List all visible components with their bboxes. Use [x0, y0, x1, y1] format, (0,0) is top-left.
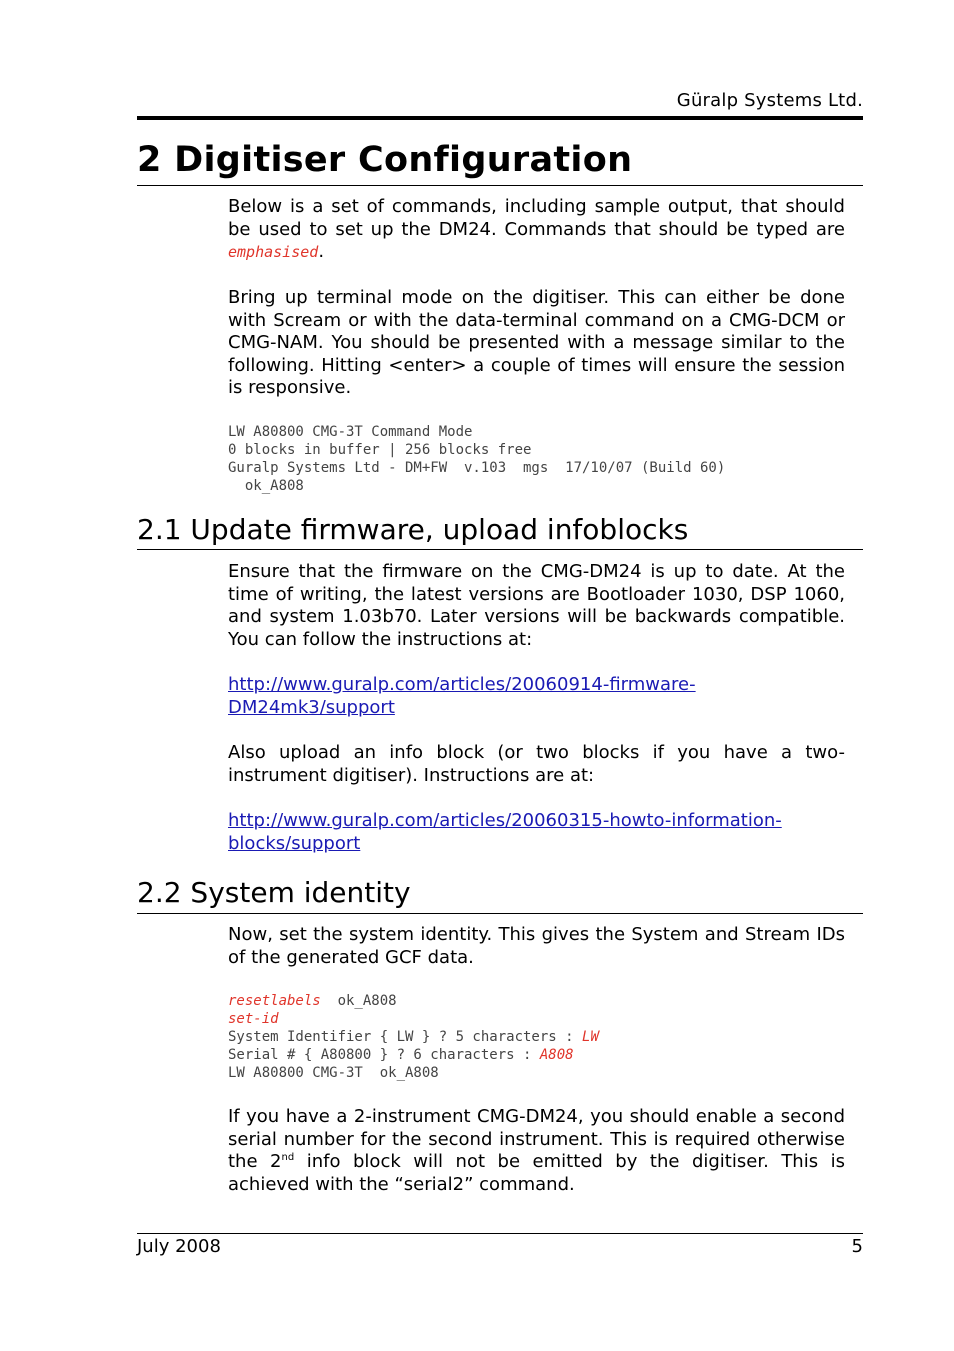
section-2-2-paragraph-2: [228, 1106, 845, 1196]
section-2-1-paragraph-1: [228, 561, 845, 651]
intro-p2-text: Bring up terminal mode on the digitiser. This can either be done with Scream or with the data-terminal command on a CMG-DCM or CMG-NAM. You should be presented with a message similar to the following. Hitting <enter> a couple of times will ensure the session is responsive.: [228, 287, 845, 399]
code-line: [228, 1046, 845, 1064]
intro-paragraph-2: [228, 287, 845, 400]
command-input: resetlabels: [228, 993, 321, 1009]
command-input: set-id: [228, 1011, 279, 1027]
chapter-title: 2 Digitiser Configuration: [137, 140, 633, 180]
section-2-1-rule: [137, 549, 863, 550]
intro-period: .: [318, 241, 325, 263]
code-line: LW A80800 CMG-3T Command Mode: [228, 424, 473, 440]
code-line: [228, 1010, 845, 1028]
firmware-link-line-2[interactable]: DM24mk3/support: [228, 696, 395, 718]
header-rule: [137, 116, 863, 120]
ordinal-suffix: nd: [281, 1152, 295, 1164]
intro-text: Below is a set of commands, including sample output, that should be used to set up the DM24. Commands that should be typed are: [228, 196, 845, 240]
command-output: ok_A808: [320, 993, 397, 1009]
section-2-1-paragraph-2: [228, 742, 845, 787]
firmware-link[interactable]: [228, 674, 845, 719]
command-output: System Identifier { LW } ? 5 characters :: [228, 1029, 583, 1045]
infoblock-link-line-2[interactable]: blocks/support: [228, 832, 361, 854]
footer-date: July 2008: [137, 1236, 221, 1257]
command-output: LW A80800 CMG-3T ok_A808: [228, 1065, 439, 1081]
serial2-text-b: info block will not be emitted by the digitiser. This is achieved with the “serial2” command.: [228, 1151, 845, 1195]
code-line: ok_A808: [228, 478, 304, 494]
section-2-2-rule: [137, 913, 863, 914]
command-input: A808: [539, 1047, 574, 1063]
firmware-link-line-1[interactable]: http://www.guralp.com/articles/20060914-firmware-: [228, 674, 696, 695]
code-line: Guralp Systems Ltd - DM+FW v.103 mgs 17/10/07 (Build 60): [228, 460, 726, 476]
code-line: [228, 992, 845, 1010]
chapter-rule: [137, 185, 863, 186]
section-2-1-title: 2.1 Update firmware, upload infoblocks: [137, 513, 689, 546]
running-header: Güralp Systems Ltd.: [676, 90, 863, 111]
code-line: [228, 1064, 845, 1082]
serial2-text-a: If you have a 2-instrument CMG-DM24, you should enable a second serial number for the second instrument. This is required otherwise the 2: [228, 1106, 845, 1173]
footer-rule: [137, 1233, 863, 1234]
command-input: LW: [582, 1029, 599, 1045]
identity-session: [228, 992, 845, 1082]
page-number: 5: [851, 1236, 863, 1257]
firmware-text: Ensure that the firmware on the CMG-DM24 is up to date. At the time of writing, the latest versions are Bootloader 1030, DSP 1060, and system 1.03b70. Later versions will be backwards compatible. You can follow the instructions at:: [228, 561, 845, 650]
infoblock-link-line-1[interactable]: http://www.guralp.com/articles/20060315-howto-information-: [228, 810, 782, 831]
code-line: 0 blocks in buffer | 256 blocks free: [228, 442, 532, 458]
infoblock-link[interactable]: [228, 810, 845, 855]
intro-paragraph-1: [228, 196, 845, 264]
identity-text: Now, set the system identity. This gives the System and Stream IDs of the generated GCF data.: [228, 924, 845, 968]
section-2-2-paragraph-1: [228, 924, 845, 969]
command-output: Serial # { A80800 } ? 6 characters :: [228, 1047, 540, 1063]
terminal-output: [228, 423, 845, 495]
section-2-2-title: 2.2 System identity: [137, 876, 411, 909]
infoblock-text: Also upload an info block (or two blocks if you have a two-instrument digitiser). Instructions are at:: [228, 742, 845, 786]
code-line: [228, 1028, 845, 1046]
emphasis-sample: emphasised: [228, 243, 319, 262]
